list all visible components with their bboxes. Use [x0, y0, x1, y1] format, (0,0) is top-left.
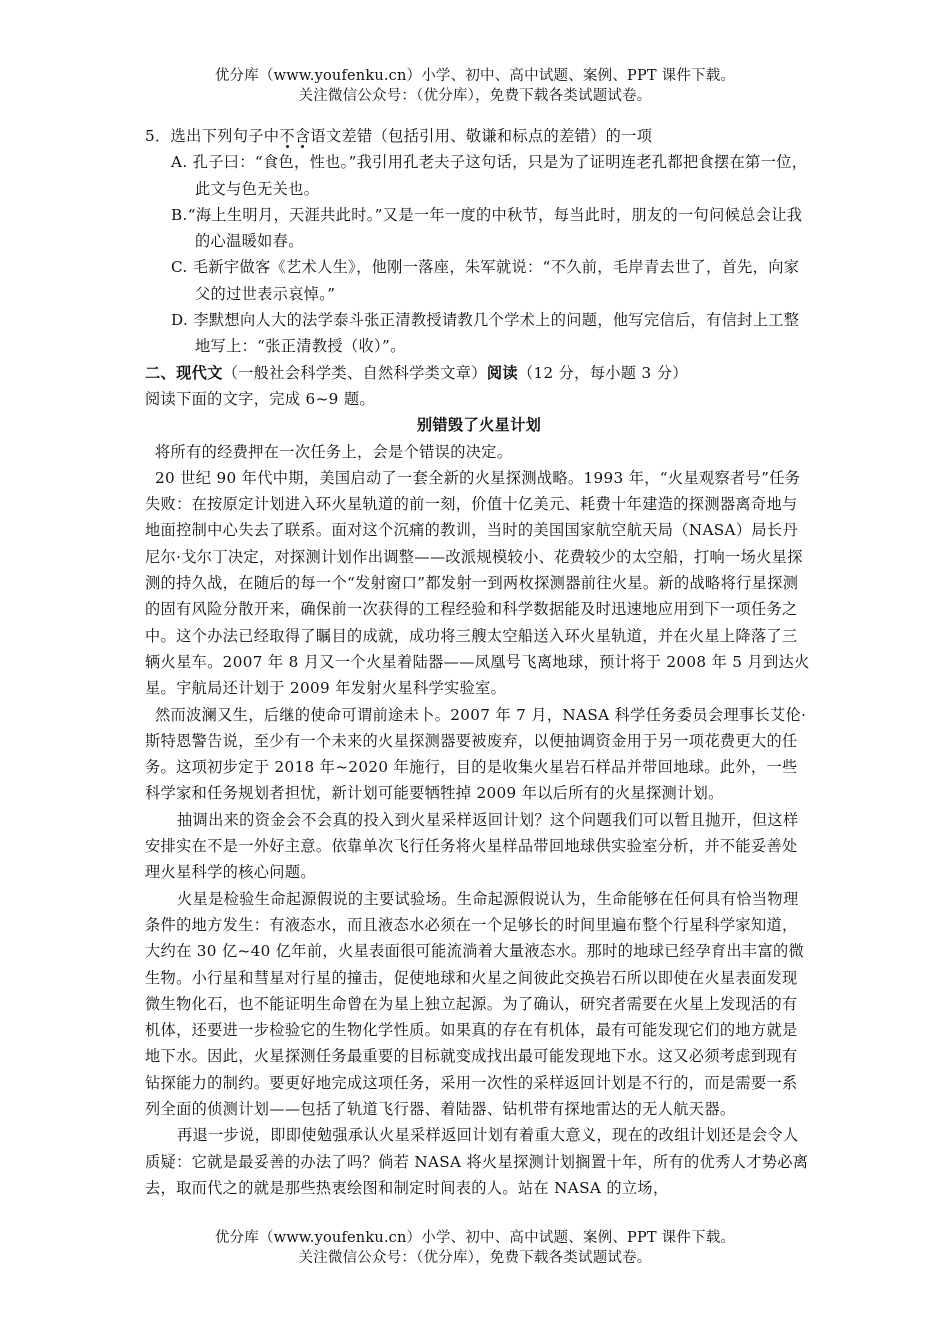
option-a-text: 孔子曰：“食色，性也。”我引用孔老夫子这句话，只是为了证明连老孔都把食摆在第一位，此文与色无关也。 — [192, 153, 808, 198]
option-c-label: C. — [171, 258, 188, 277]
footer-line-1: 优分库（www.youfenku.cn）小学、初中、高中试题、案例、PPT 课件下载。 — [214, 1230, 736, 1246]
emphasis-dot-char-1: 不 — [279, 127, 295, 145]
option-a — [145, 149, 813, 202]
option-c-text: 毛新宇做客《艺术人生》，他刚一落座，朱军就说：“不久前，毛岸青去世了，首先，向家父的过世表示哀悼。” — [192, 258, 800, 303]
section-2-heading-normal-2: （12 分，每小题 3 分） — [517, 363, 688, 382]
header-banner — [0, 66, 950, 106]
option-b-text: “海上生明月，天涯共此时。”又是一年一度的中秋节，每当此时，朋友的一句问候总会让我的心温暖如春。 — [187, 205, 803, 251]
section-2-heading-bold-2: 阅读 — [486, 363, 518, 382]
article-paragraph-3: 然而波澜又生，后继的使命可谓前途未卜。2007 年 7 月，NASA 科学任务委员会理事长艾伦·斯特恩警告说，至少有一个未来的火星探测器要被废弃，以便抽调资金用于另一项花费更大的任务。这项初步定于 2018 年~2020 年施行，目的是收集火星岩石样品并带回地球。此外，一些科学家和任务规划者担忧，新计划可能要牺牲掉 2009 年以后所有的火星探测计划。 — [145, 705, 807, 803]
question-5-stem-pre: 5．选出下列句子中 — [145, 127, 280, 145]
article-paragraph-6: 再退一步说，即即使勉强承认火星采样返回计划有着重大意义，现在的改组计划还是会令人质疑：它就是最妥善的办法了吗？倘若 NASA 将火星探测计划搁置十年，所有的优秀人才势必离去，取而代之的就是那些热衷绘图和制定时间表的人。站在 NASA 的立场， — [145, 1126, 809, 1197]
article-paragraph-2: 20 世纪 90 年代中期，美国启动了一套全新的火星探测战略。1993 年，“火星观察者号”任务失败：在按原定计划进入环火星轨道的前一刻，价值十亿美元、耗费十年建造的探测器离奇地与地面控制中心失去了联系。面对这个沉痛的教训，当时的美国国家航空航天局（NASA）局长丹尼尔·戈尔丁决定，对探测计划作出调整——改派规模较小、花费较少的太空船，打响一场火星探测的持久战，在随后的每一个“发射窗口”都发射一到两枚探测器前往火星。新的战略将行星探测的固有风险分散开来，确保前一次获得的工程经验和科学数据能及时迅速地应用到下一项任务之中。这个办法已经取得了瞩目的成就，成功将三艘太空船送入环火星轨道，并在火星上降落了三辆火星车。2007 年 8 月又一个火星着陆器——凤凰号飞离地球，预计将于 2008 年 5 月到达火星。宇航局还计划于 2009 年发射火星科学实验室。 — [145, 468, 810, 698]
header-line-1: 优分库（www.youfenku.cn）小学、初中、高中试题、案例、PPT 课件下载。 — [214, 68, 736, 84]
section-2-heading-bold-1: 二、现代文 — [145, 363, 223, 382]
option-c — [145, 254, 813, 307]
option-d-label: D. — [171, 311, 189, 330]
question-5-stem — [145, 123, 813, 149]
article-paragraph-4: 抽调出来的资金会不会真的投入到火星采样返回计划？这个问题我们可以暂且抛开，但这样安排实在不是一外好主意。依靠单次飞行任务将火星样品带回地球供实验室分析，并不能妥善处理火星科学的核心问题。 — [145, 810, 799, 882]
footer-line-2: 关注微信公众号：（优分库），免费下载各类试题试卷。 — [298, 1250, 652, 1266]
option-b — [145, 202, 813, 255]
question-5-stem-post: 语文差错（包括引用、敬谦和标点的差错）的一项 — [310, 127, 653, 145]
header-line-2: 关注微信公众号：（优分库），免费下载各类试题试卷。 — [298, 88, 652, 104]
option-d — [145, 307, 813, 360]
article-title: 别错毁了火星计划 — [416, 416, 542, 435]
emphasis-dot-char-2: 含 — [294, 127, 311, 145]
article-paragraph-5: 火星是检验生命起源假说的主要试验场。生命起源假说认为，生命能够在任何具有恰当物理条件的地方发生：有液态水，而且液态水必须在一个足够长的时间里遍布整个行星科学家知道，大约在 30 亿~40 亿年前，火星表面很可能流淌着大量液态水。那时的地球已经孕育出丰富的微生物。小行星和彗星对行星的撞击，促使地球和火星之间彼此交换岩石所以即使在火星表面发现微生物化石，也不能证明生命曾在为星上独立起源。为了确认，研究者需要在火星上发现活的有机体，还要进一步检验它的生物化学性质。如果真的存在有机体，最有可能发现它们的地方就是地下水。因此，火星探测任务最重要的目标就变成找出最可能发现地下水。这又必须考虑到现有钻探能力的制约。要更好地完成这项任务，采用一次性的采样返回计划是不行的，而是需要一系列全面的侦测计划——包括了轨道飞行器、着陆器、钻机带有探地雷达的无人航天器。 — [145, 889, 805, 1118]
footer-banner — [0, 1228, 950, 1268]
option-d-text: 李默想向人大的法学泰斗张正清教授请教几个学术上的问题，他写完信后，有信封上工整地写上：“张正清教授（收）”。 — [193, 311, 800, 356]
article-paragraph-1: 将所有的经费押在一次任务上，会是个错误的决定。 — [155, 442, 513, 461]
section-2-heading — [145, 360, 813, 386]
option-b-label: B. — [171, 205, 188, 224]
main-content — [145, 123, 813, 1201]
option-a-label: A. — [171, 153, 188, 172]
section-2-heading-normal-1: （一般社会科学类、自然科学类文章） — [222, 363, 487, 382]
section-2-instruction: 阅读下面的文字，完成 6~9 题。 — [145, 389, 375, 408]
